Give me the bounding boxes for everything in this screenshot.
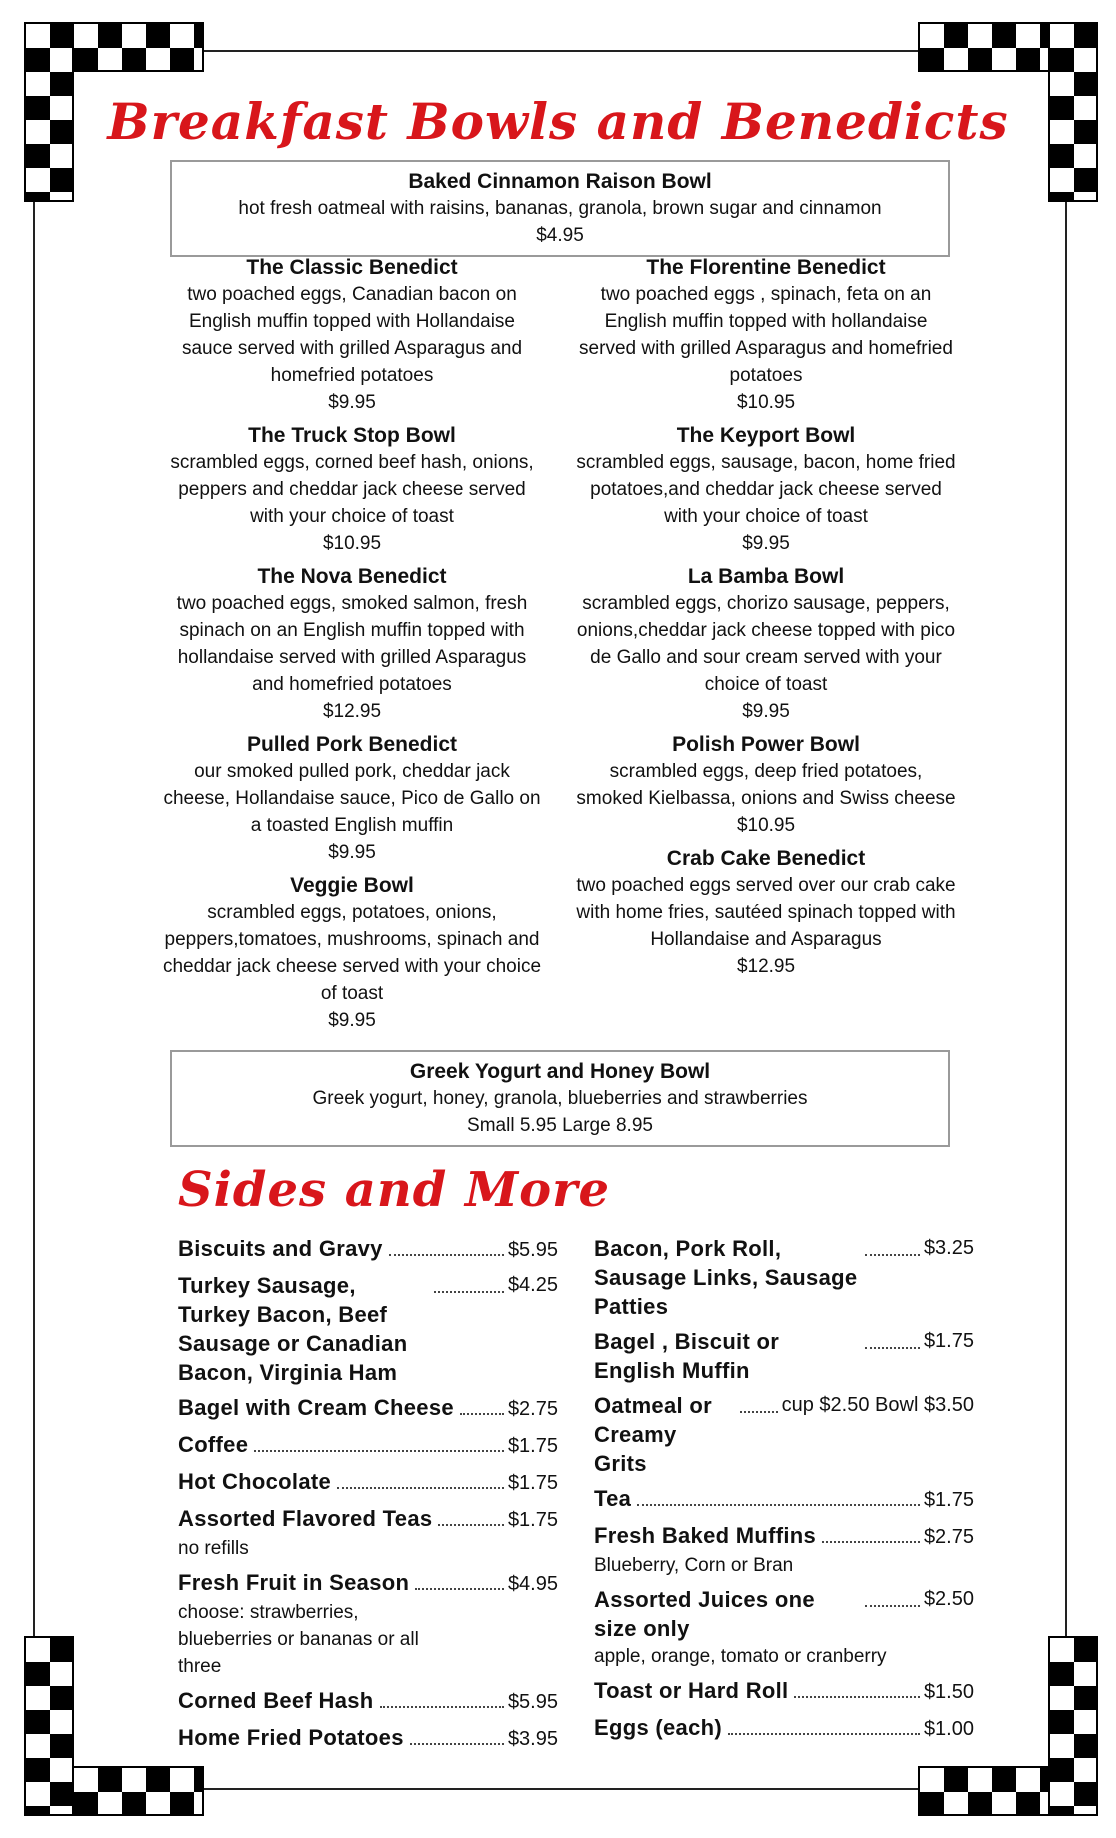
side-item	[594, 1713, 974, 1744]
menu-item	[162, 254, 542, 416]
menu-item	[162, 872, 542, 1034]
side-item	[594, 1585, 974, 1670]
side-item	[594, 1234, 974, 1321]
side-item	[594, 1391, 974, 1478]
side-price: $2.75	[923, 1526, 974, 1548]
side-item	[178, 1504, 558, 1562]
sides-title: Sides and More	[178, 1162, 610, 1218]
side-name: Oatmeal or Creamy Grits	[594, 1393, 712, 1476]
menu-item	[162, 422, 542, 557]
item-desc: scrambled eggs, potatoes, onions, peppers,tomatoes, mushrooms, spinach and cheddar jack cheese served with your choice of toast	[162, 902, 542, 1004]
item-desc: two poached eggs served over our crab cake with home fries, sautéed spinach topped with Hollandaise and Asparagus	[576, 875, 956, 950]
side-name: Turkey Sausage, Turkey Bacon, Beef Sausage or Canadian Bacon, Virginia Ham	[178, 1273, 408, 1385]
item-price: $10.95	[736, 815, 796, 836]
side-item	[594, 1676, 974, 1707]
side-price: $1.75	[923, 1489, 974, 1511]
leader-dots	[415, 1588, 504, 1590]
item-desc: scrambled eggs, corned beef hash, onions, peppers and cheddar jack cheese served with your choice of toast	[170, 452, 534, 527]
item-desc: scrambled eggs, sausage, bacon, home fried potatoes,and cheddar jack cheese served with your choice of toast	[576, 452, 956, 527]
side-price: cup $2.50 Bowl $3.50	[781, 1394, 974, 1416]
side-price: $1.75	[507, 1472, 558, 1494]
item-name: Greek Yogurt and Honey Bowl	[409, 1060, 711, 1083]
item-name: Crab Cake Benedict	[666, 847, 866, 870]
item-desc: our smoked pulled pork, cheddar jack cheese, Hollandaise sauce, Pico de Gallo on a toasted English muffin	[163, 761, 541, 836]
menu-item	[576, 731, 956, 839]
side-price: $4.25	[507, 1274, 558, 1296]
menu-item	[576, 845, 956, 980]
checker-bottom-left-vertical	[24, 1636, 74, 1816]
side-item	[178, 1568, 558, 1680]
side-note: no refills	[178, 1538, 249, 1559]
item-name: The Keyport Bowl	[676, 424, 856, 447]
side-name: Hot Chocolate	[178, 1469, 332, 1494]
side-note: choose: strawberries, blueberries or bananas or all three	[178, 1602, 419, 1677]
item-name: The Truck Stop Bowl	[248, 424, 456, 447]
side-name: Toast or Hard Roll	[594, 1678, 789, 1703]
side-name: Bagel with Cream Cheese	[178, 1395, 454, 1420]
item-price: Small 5.95 Large 8.95	[467, 1115, 653, 1136]
side-note: Blueberry, Corn or Bran	[594, 1555, 794, 1576]
item-desc: two poached eggs, smoked salmon, fresh spinach on an English muffin topped with hollandaise served with grilled Asparagus and homefried potatoes	[176, 593, 528, 695]
side-name: Tea	[594, 1486, 632, 1511]
side-price: $1.75	[923, 1330, 974, 1352]
side-name: Biscuits and Gravy	[178, 1236, 383, 1261]
item-price: $4.95	[536, 225, 584, 246]
item-desc: scrambled eggs, deep fried potatoes, smoked Kielbassa, onions and Swiss cheese	[576, 761, 956, 809]
item-desc: Greek yogurt, honey, granola, blueberries and strawberries	[312, 1088, 808, 1109]
leader-dots	[865, 1347, 920, 1349]
side-item	[594, 1484, 974, 1515]
featured-box-bottom	[170, 1050, 950, 1147]
item-name: Polish Power Bowl	[672, 733, 860, 756]
side-price: $4.95	[507, 1573, 558, 1595]
checker-bottom-right-vertical	[1048, 1636, 1098, 1816]
side-item	[178, 1393, 558, 1424]
leader-dots	[434, 1291, 504, 1293]
side-item	[178, 1271, 558, 1387]
leader-dots	[822, 1541, 920, 1543]
item-price: $12.95	[322, 701, 382, 722]
leader-dots	[740, 1411, 778, 1413]
item-price: $9.95	[328, 1010, 376, 1031]
menu-item	[576, 254, 956, 416]
leader-dots	[794, 1696, 919, 1698]
side-name: Bagel , Biscuit or English Muffin	[594, 1329, 780, 1383]
side-price: $1.50	[923, 1681, 974, 1703]
item-name: Pulled Pork Benedict	[246, 733, 458, 756]
menu-item	[162, 563, 542, 725]
item-name: The Nova Benedict	[257, 565, 447, 588]
side-item	[594, 1327, 974, 1385]
item-desc: two poached eggs , spinach, feta on an English muffin topped with hollandaise served with grilled Asparagus and homefried potatoes	[579, 284, 953, 386]
leader-dots	[389, 1254, 504, 1256]
leader-dots	[254, 1450, 504, 1452]
side-price: $3.95	[507, 1728, 558, 1750]
side-price: $1.75	[507, 1509, 558, 1531]
leader-dots	[460, 1413, 504, 1415]
item-price: $9.95	[742, 533, 790, 554]
menu-item	[576, 563, 956, 725]
side-price: $2.50	[923, 1588, 974, 1610]
leader-dots	[865, 1605, 920, 1607]
side-name: Fresh Fruit in Season	[178, 1570, 410, 1595]
featured-box-top	[170, 160, 950, 257]
side-name: Eggs (each)	[594, 1715, 722, 1740]
item-name: The Classic Benedict	[246, 256, 458, 279]
item-price: $9.95	[742, 701, 790, 722]
leader-dots	[865, 1254, 920, 1256]
side-price: $3.25	[923, 1237, 974, 1259]
side-price: $1.00	[923, 1718, 974, 1740]
item-name: Baked Cinnamon Raison Bowl	[408, 170, 712, 193]
side-price: $5.95	[507, 1691, 558, 1713]
side-item	[178, 1467, 558, 1498]
side-name: Fresh Baked Muffins	[594, 1523, 817, 1548]
item-name: The Florentine Benedict	[646, 256, 886, 279]
item-desc: two poached eggs, Canadian bacon on English muffin topped with Hollandaise sauce served with grilled Asparagus and homefried potatoes	[181, 284, 523, 386]
sides-column-left	[178, 1234, 558, 1760]
leader-dots	[410, 1743, 504, 1745]
side-name: Home Fried Potatoes	[178, 1725, 404, 1750]
menu-item	[162, 731, 542, 866]
leader-dots	[637, 1504, 920, 1506]
item-price: $9.95	[328, 392, 376, 413]
leader-dots	[380, 1706, 504, 1708]
item-desc: scrambled eggs, chorizo sausage, peppers, onions,cheddar jack cheese topped with pico de Gallo and sour cream served with your choice of toast	[576, 593, 956, 695]
side-item	[178, 1430, 558, 1461]
side-name: Bacon, Pork Roll, Sausage Links, Sausage Patties	[594, 1236, 858, 1319]
side-note: apple, orange, tomato or cranberry	[594, 1646, 887, 1667]
side-name: Coffee	[178, 1432, 249, 1457]
side-item	[178, 1234, 558, 1265]
side-item	[178, 1686, 558, 1717]
side-item	[594, 1521, 974, 1579]
sides-column-right	[594, 1234, 974, 1750]
item-desc: hot fresh oatmeal with raisins, bananas, granola, brown sugar and cinnamon	[238, 198, 882, 219]
side-price: $1.75	[507, 1435, 558, 1457]
side-name: Assorted Flavored Teas	[178, 1506, 433, 1531]
item-price: $9.95	[328, 842, 376, 863]
leader-dots	[438, 1524, 504, 1526]
item-price: $10.95	[736, 392, 796, 413]
page-title: Breakfast Bowls and Benedicts	[107, 92, 1009, 151]
item-name: Veggie Bowl	[290, 874, 414, 897]
menu-item	[576, 422, 956, 557]
leader-dots	[337, 1487, 504, 1489]
menu-column-right	[576, 254, 956, 986]
side-price: $5.95	[507, 1239, 558, 1261]
item-price: $10.95	[322, 533, 382, 554]
side-name: Assorted Juices one size only	[594, 1587, 815, 1641]
item-price: $12.95	[736, 956, 796, 977]
item-name: La Bamba Bowl	[687, 565, 845, 588]
side-item	[178, 1723, 558, 1754]
menu-column-left	[162, 254, 542, 1040]
side-name: Corned Beef Hash	[178, 1688, 374, 1713]
side-price: $2.75	[507, 1398, 558, 1420]
leader-dots	[728, 1733, 920, 1735]
